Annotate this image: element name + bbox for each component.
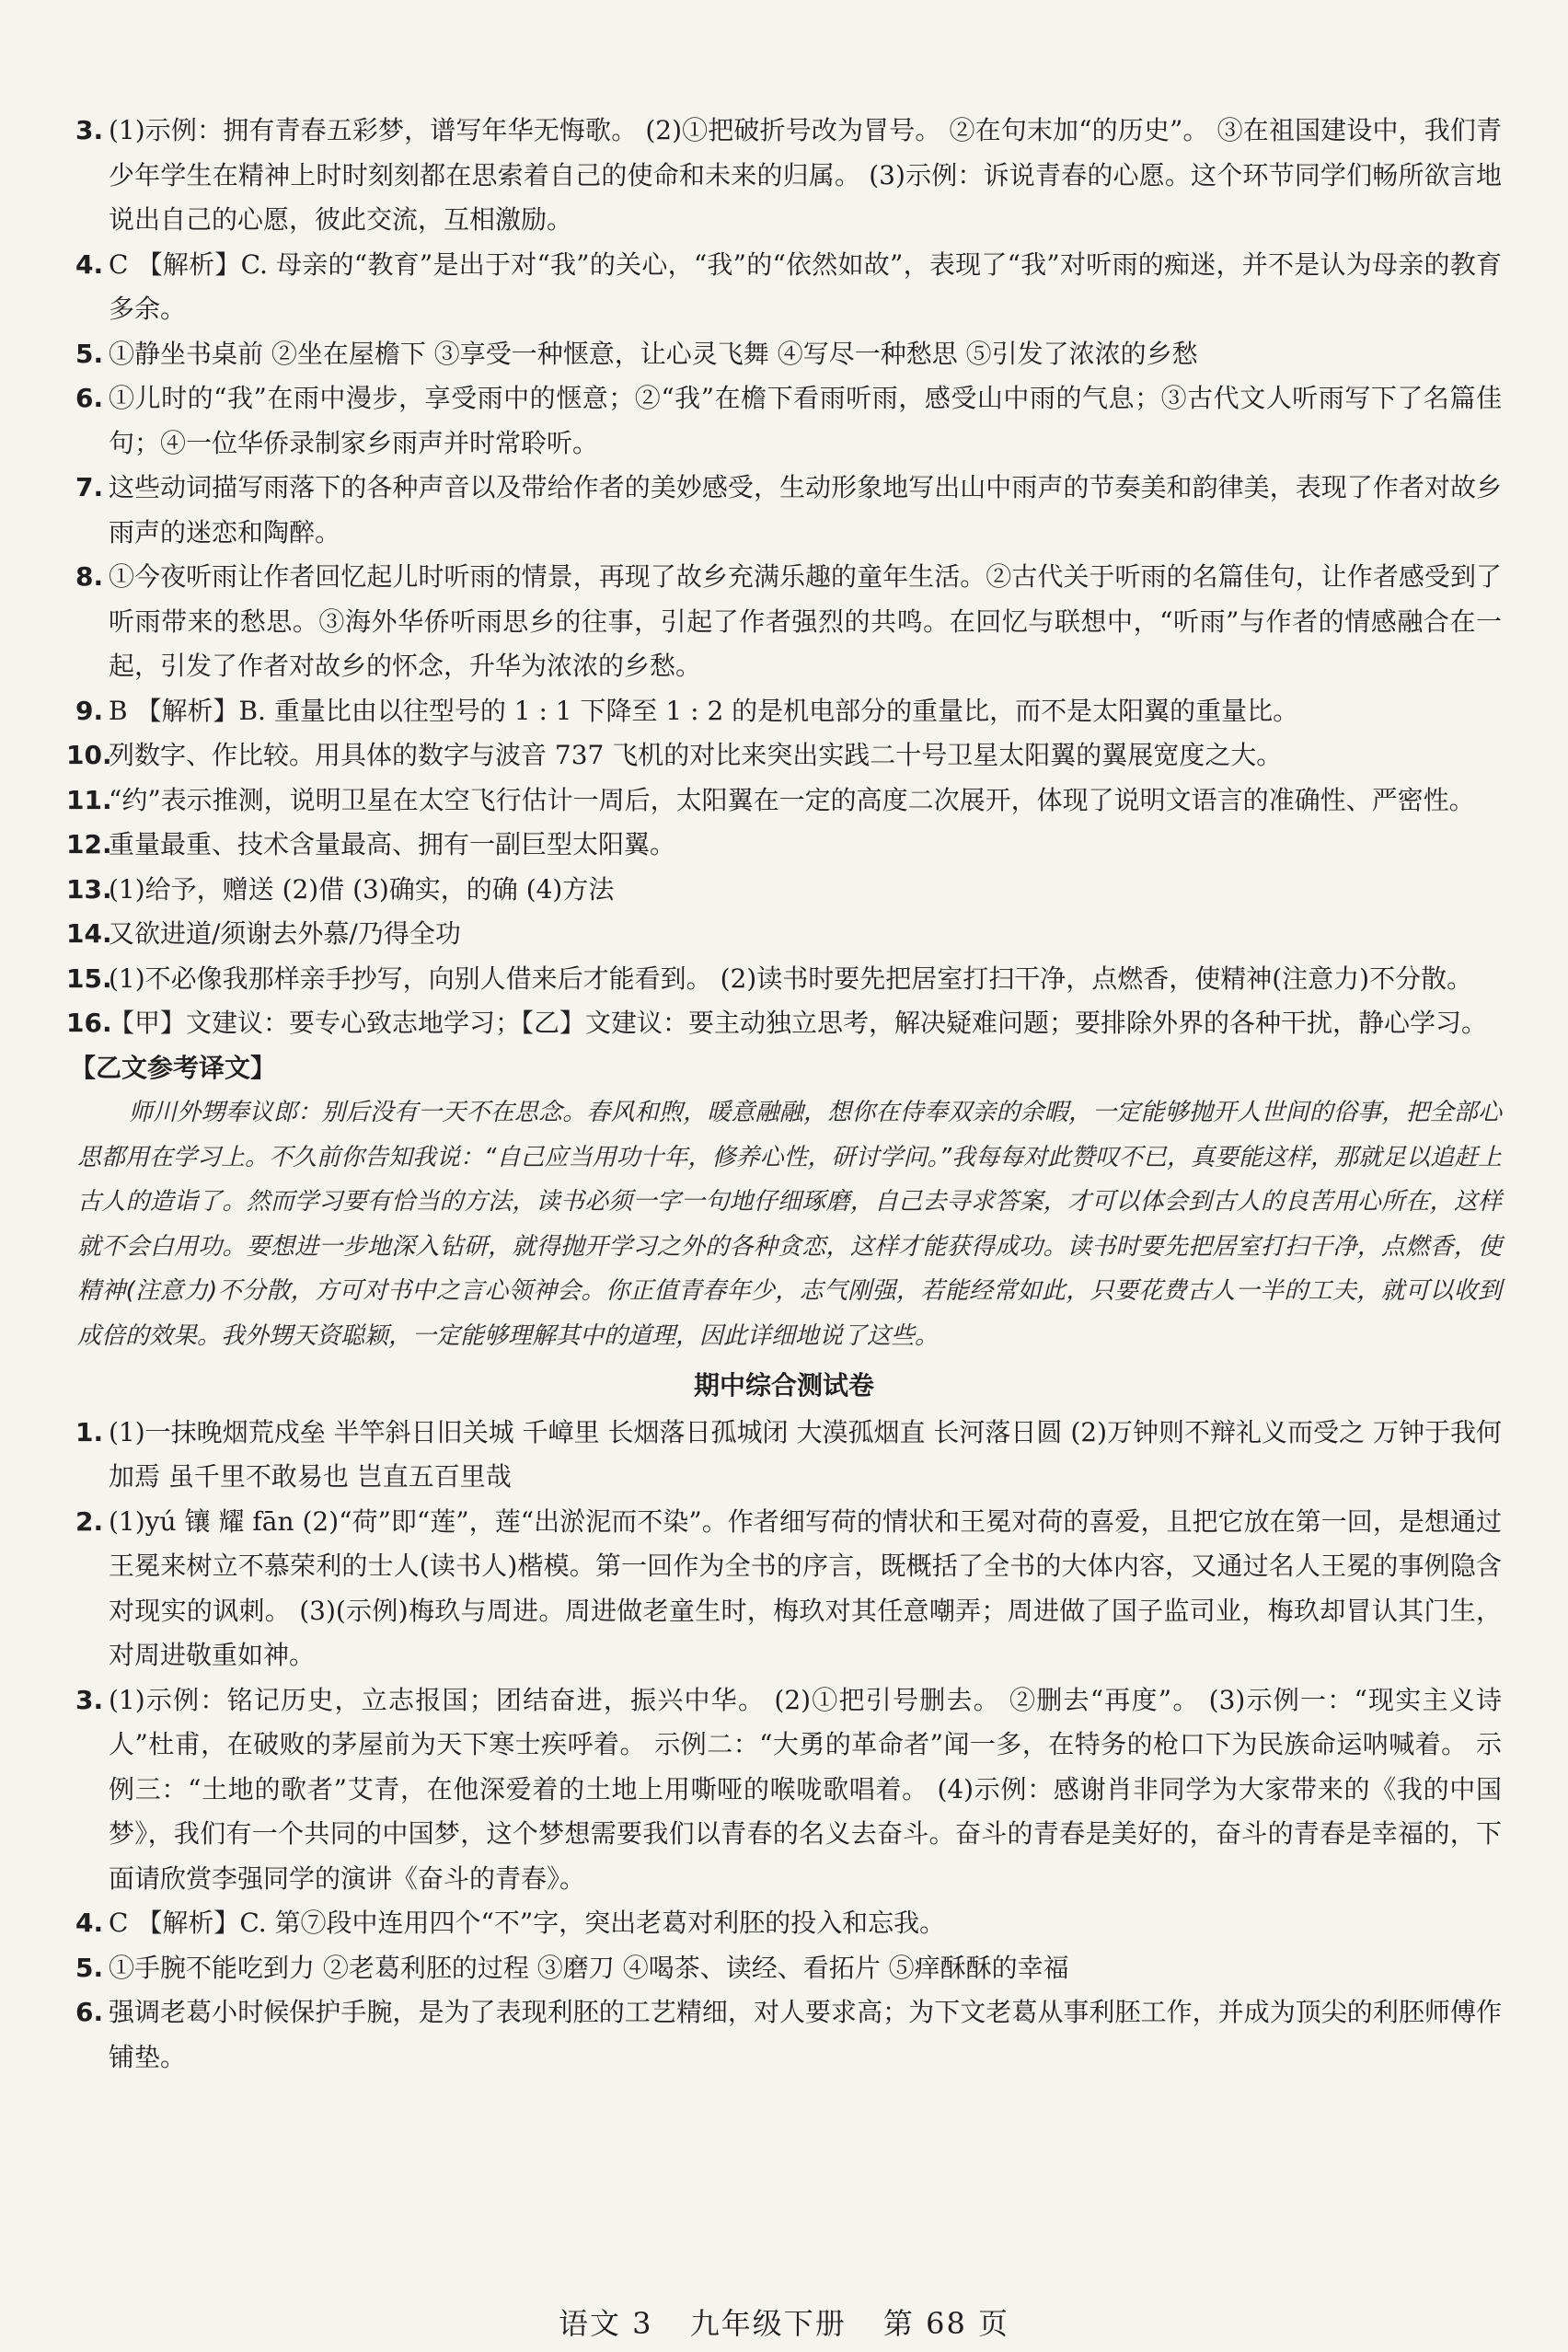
answer-text: 重量最重、技术含量最高、拥有一副巨型太阳翼。 (109, 829, 676, 859)
answer-text: (1)示例：拥有青春五彩梦，谱写年华无悔歌。 (2)①把破折号改为冒号。 ②在句末加“的历史”。 ③在祖国建设中，我们青少年学生在精神上时时刻刻都在思索着自己的使命和未来的归属。 (3)示例：诉说青春的心愿。这个环节同学们畅所欲言地说出自己的心愿，彼此交流，互相激励。 (109, 115, 1502, 235)
answer-item (66, 466, 1502, 555)
answer-number: 5. (75, 1952, 104, 1983)
answer-item (66, 1500, 1502, 1678)
answer-text: ①手腕不能吃到力 ②老葛利胚的过程 ③磨刀 ④喝茶、读经、看拓片 ⑤痒酥酥的幸福 (109, 1952, 1069, 1983)
answer-number: 6. (75, 1997, 104, 2027)
answer-text: 列数字、作比较。用具体的数字与波音 737 飞机的对比来突出实践二十号卫星太阳翼的翼展宽度之大。 (109, 740, 1283, 770)
answer-page (66, 109, 1502, 2080)
answer-text: (1)一抹晚烟荒戍垒 半竿斜日旧关城 千嶂里 长烟落日孤城闭 大漠孤烟直 长河落日圆 (2)万钟则不辩礼义而受之 万钟于我何加焉 虽千里不敢易也 岂直五百里哉 (109, 1416, 1502, 1492)
answer-item (66, 332, 1502, 377)
answer-item (66, 376, 1502, 466)
answer-number: 10. (66, 740, 112, 770)
answer-number: 9. (75, 695, 104, 726)
translation-label: 【乙文参考译文】 (70, 1052, 277, 1083)
answer-number: 15. (66, 963, 112, 994)
answer-item (66, 1946, 1502, 1991)
answer-number: 5. (75, 338, 104, 369)
answer-text: (1)不必像我那样亲手抄写，向别人借来后才能看到。 (2)读书时要先把居室打扫干净，点燃香，使精神(注意力)不分散。 (109, 963, 1473, 994)
answer-number: 2. (75, 1505, 104, 1537)
answer-number: 3. (75, 115, 104, 145)
answer-item (66, 689, 1502, 734)
answer-text: 强调老葛小时候保护手腕，是为了表现利胚的工艺精细，对人要求高；为下文老葛从事利胚工作，并成为顶尖的利胚师傅作铺垫。 (109, 1997, 1502, 2072)
answer-text: 这些动词描写雨落下的各种声音以及带给作者的美妙感受，生动形象地写出山中雨声的节奏美和韵律美，表现了作者对故乡雨声的迷恋和陶醉。 (109, 472, 1502, 548)
answer-item (66, 109, 1502, 243)
answer-item (66, 1678, 1502, 1902)
answer-item (66, 823, 1502, 868)
footer-subject: 语文 3 (559, 2306, 653, 2341)
answer-item (66, 1990, 1502, 2080)
answer-text: B 【解析】B. 重量比由以往型号的 1 : 1 下降至 1 : 2 的是机电部分的重量比，而不是太阳翼的重量比。 (109, 695, 1299, 726)
answer-item (66, 243, 1502, 332)
answer-number: 1. (75, 1416, 104, 1447)
answer-text: ①儿时的“我”在雨中漫步，享受雨中的惬意；②“我”在檐下看雨听雨，感受山中雨的气息；③古代文人听雨写下了名篇佳句；④一位华侨录制家乡雨声并时常聆听。 (109, 383, 1502, 458)
translation-text: 师川外甥奉议郎：别后没有一天不在思念。春风和煦，暖意融融，想你在侍奉双亲的余暇，一定能够抛开人世间的俗事，把全部心思都用在学习上。不久前你告知我说：“自己应当用功十年，修养心性，研讨学问。”我每每对此赞叹不已，真要能这样，那就足以追赶上古人的造诣了。然而学习要有恰当的方法，读书必须一字一句地仔细琢磨，自己去寻求答案，才可以体会到古人的良苦用心所在，这样就不会白用功。要想进一步地深入钻研，就得抛开学习之外的各种贪恋，这样才能获得成功。读书时要先把居室打扫干净，点燃香，使精神(注意力)不分散，方可对书中之言心领神会。你正值青春年少，志气刚强，若能经常如此，只要花费古人一半的工夫，就可以收到成倍的效果。我外甥天资聪颖，一定能够理解其中的道理，因此详细地说了这些。 (77, 1099, 1502, 1350)
answer-item (66, 957, 1502, 1002)
section-title: 期中综合测试卷 (693, 1370, 874, 1401)
answer-number: 12. (66, 829, 112, 859)
answer-number: 8. (75, 561, 104, 592)
answer-text: ①今夜听雨让作者回忆起儿时听雨的情景，再现了故乡充满乐趣的童年生活。②古代关于听雨的名篇佳句，让作者感受到了听雨带来的愁思。③海外华侨听雨思乡的往事，引起了作者强烈的共鸣。在回忆与联想中，“听雨”与作者的情感融合在一起，引发了作者对故乡的怀念，升华为浓浓的乡愁。 (109, 561, 1502, 681)
answer-number: 7. (75, 472, 104, 502)
answer-text: ①静坐书桌前 ②坐在屋檐下 ③享受一种惬意，让心灵飞舞 ④写尽一种愁思 ⑤引发了浓浓的乡愁 (109, 338, 1198, 369)
answer-number: 11. (66, 784, 112, 815)
answer-text: (1)yú 镶 耀 fān (2)“荷”即“莲”，莲“出淤泥而不染”。作者细写荷的情状和王冕对荷的喜爱，且把它放在第一回，是想通过王冕来树立不慕荣利的士人(读书人)楷模。第一回作为全书的序言，既概括了全书的大体内容，又通过名人王冕的事例隐含对现实的讽刺。 (3)(示例)梅玖与周进。周进做老童生时，梅玖对其任意嘲弄；周进做了国子监司业，梅玖却冒认其门生，对周进敬重如神。 (109, 1505, 1502, 1670)
answer-text: C 【解析】C. 母亲的“教育”是出于对“我”的关心，“我”的“依然如故”，表现了“我”对听雨的痴迷，并不是认为母亲的教育多余。 (109, 248, 1502, 324)
answer-text: 又欲进道/须谢去外慕/乃得全功 (109, 918, 461, 949)
answer-text: C 【解析】C. 第⑦段中连用四个“不”字，突出老葛对利胚的投入和忘我。 (109, 1908, 946, 1938)
answers-part1 (66, 109, 1502, 1046)
answer-item (66, 1901, 1502, 1946)
answer-item (66, 1411, 1502, 1500)
answer-item (66, 1001, 1502, 1046)
answer-number: 4. (75, 1908, 104, 1938)
answer-number: 14. (66, 918, 112, 949)
answer-item (66, 912, 1502, 957)
answer-item (66, 555, 1502, 689)
answer-item (66, 868, 1502, 913)
answer-item (66, 733, 1502, 778)
footer-grade: 九年级下册 (689, 2306, 847, 2341)
answer-item (66, 778, 1502, 824)
translation-header (66, 1046, 1502, 1091)
answers-part2 (66, 1411, 1502, 2081)
answer-number: 4. (75, 248, 104, 280)
answer-number: 16. (66, 1008, 112, 1038)
answer-text: 【甲】文建议：要专心致志地学习；【乙】文建议：要主动独立思考，解决疑难问题；要排除外界的各种干扰，静心学习。 (109, 1008, 1488, 1038)
answer-text: (1)给予，赠送 (2)借 (3)确实，的确 (4)方法 (109, 873, 615, 905)
answer-number: 13. (66, 873, 112, 905)
answer-text: (1)示例：铭记历史，立志报国；团结奋进，振兴中华。 (2)①把引号删去。 ②删去“再度”。 (3)示例一：“现实主义诗人”杜甫，在破败的茅屋前为天下寒士疾呼着。 示例二：“大勇的革命者”闻一多，在特务的枪口下为民族命运呐喊着。 示例三：“土地的歌者”艾青，在他深爱着的土地上用嘶哑的喉咙歌唱着。 (4)示例：感谢肖非同学为大家带来的《我的中国梦》，我们有一个共同的中国梦，这个梦想需要我们以青春的名义去奋斗。奋斗的青春是美好的，奋斗的青春是幸福的，下面请欣赏李强同学的演讲《奋斗的青春》。 (109, 1684, 1502, 1894)
footer-page-number: 第 68 页 (882, 2306, 1009, 2341)
answer-text: “约”表示推测，说明卫星在太空飞行估计一周后，太阳翼在一定的高度二次展开，体现了说明文语言的准确性、严密性。 (109, 784, 1475, 815)
answer-number: 6. (75, 383, 104, 413)
answer-number: 3. (75, 1684, 104, 1715)
page-footer (0, 2300, 1568, 2343)
